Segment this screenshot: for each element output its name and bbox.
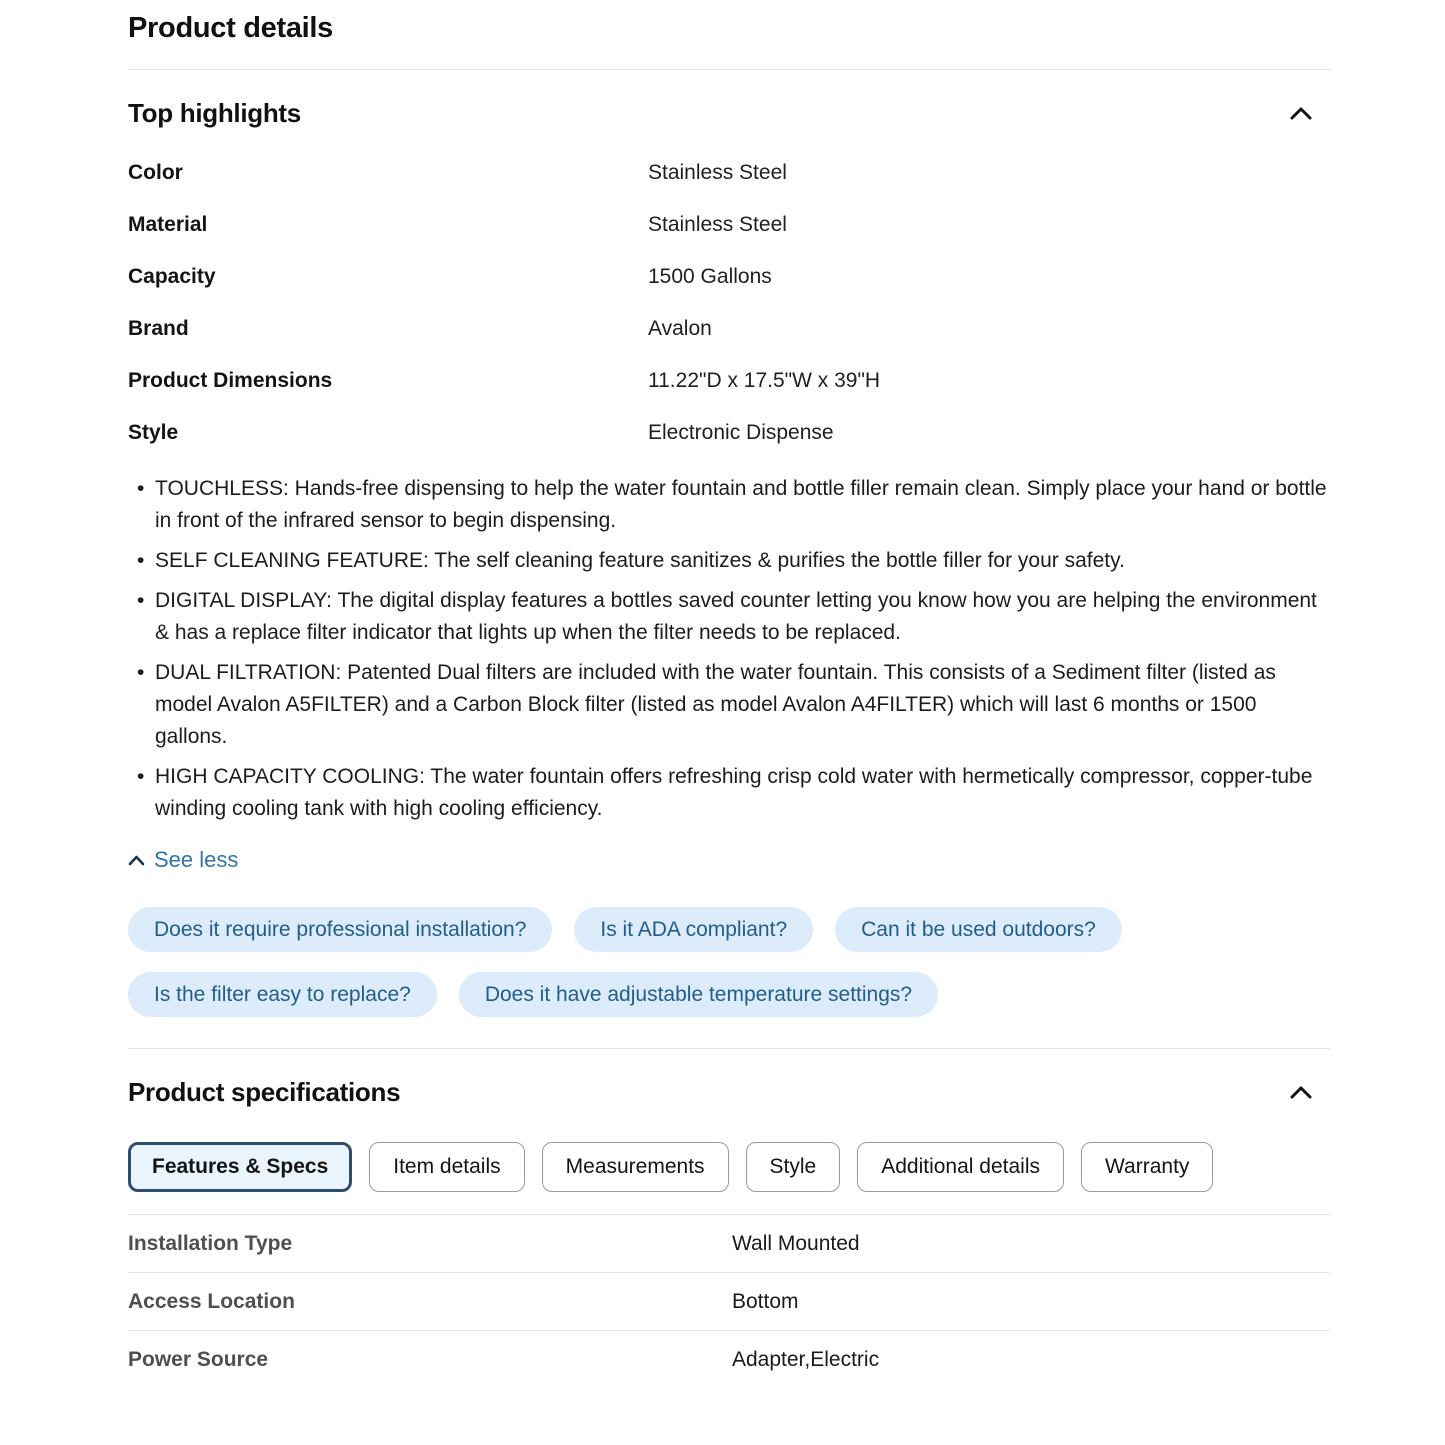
product-specifications-collapse-button[interactable]: [1286, 1082, 1316, 1103]
product-specifications-title: Product specifications: [128, 1077, 401, 1107]
spec-row: [128, 1330, 1330, 1388]
attribute-label: Brand: [128, 317, 189, 340]
tab-item-details[interactable]: Item details: [369, 1142, 524, 1192]
tab-style[interactable]: Style: [746, 1142, 841, 1192]
question-pill[interactable]: Does it require professional installation?: [128, 907, 552, 952]
feature-bullet: • HIGH CAPACITY COOLING: The water fountain offers refreshing crisp cold water with hermetically compressor, copper-tube winding cooling tank with high cooling efficiency.: [128, 761, 1330, 825]
page-title: Product details: [128, 12, 333, 44]
attribute-value: Avalon: [648, 317, 712, 340]
top-highlights-title: Top highlights: [128, 98, 301, 128]
spec-label: Installation Type: [128, 1231, 293, 1255]
question-pill[interactable]: Is it ADA compliant?: [574, 907, 813, 952]
product-specifications-header: [128, 1077, 1330, 1108]
attribute-value: 1500 Gallons: [648, 265, 772, 288]
feature-bullet: • SELF CLEANING FEATURE: The self cleaning feature sanitizes & purifies the bottle filler for your safety.: [128, 545, 1330, 577]
attribute-row: [128, 421, 1330, 444]
see-less-link[interactable]: [128, 847, 238, 873]
feature-bullet: • TOUCHLESS: Hands-free dispensing to help the water fountain and bottle filler remain clean. Simply place your hand or bottle in front of the infrared sensor to begin dispensing.: [128, 473, 1330, 537]
spec-tabs: [128, 1142, 1330, 1192]
spec-value: Wall Mounted: [732, 1231, 860, 1255]
attribute-value: Stainless Steel: [648, 161, 787, 184]
divider: [128, 69, 1330, 70]
see-less-label: See less: [154, 847, 239, 872]
chevron-up-icon: [128, 855, 145, 866]
attribute-label: Product Dimensions: [128, 369, 333, 392]
feature-bullet: • DIGITAL DISPLAY: The digital display features a bottles saved counter letting you know how you are helping the environment & has a replace filter indicator that lights up when the filter needs to be replaced.: [128, 585, 1330, 649]
attribute-label: Color: [128, 161, 183, 184]
product-specifications-section: [128, 1077, 1330, 1388]
divider: [128, 1048, 1330, 1049]
tab-measurements[interactable]: Measurements: [542, 1142, 729, 1192]
question-pill[interactable]: Is the filter easy to replace?: [128, 972, 437, 1017]
spec-value: Adapter,Electric: [732, 1347, 880, 1371]
spec-value: Bottom: [732, 1289, 799, 1313]
spec-row: [128, 1214, 1330, 1272]
question-pills: [128, 907, 1330, 1017]
spec-label: Access Location: [128, 1289, 295, 1313]
top-highlights-section: [128, 98, 1330, 1017]
attribute-row: [128, 213, 1330, 236]
attribute-value: Stainless Steel: [648, 213, 787, 236]
attribute-row: [128, 369, 1330, 392]
chevron-up-icon: [1290, 1086, 1312, 1099]
top-highlights-collapse-button[interactable]: [1286, 103, 1316, 124]
attribute-row: [128, 161, 1330, 184]
spec-label: Power Source: [128, 1347, 269, 1371]
tab-additional-details[interactable]: Additional details: [857, 1142, 1064, 1192]
attribute-label: Material: [128, 213, 208, 236]
feature-bullet-list: [128, 473, 1330, 825]
question-pill[interactable]: Does it have adjustable temperature settings?: [459, 972, 938, 1017]
attribute-row: [128, 265, 1330, 288]
attribute-table: [128, 161, 1330, 444]
attribute-value: 11.22"D x 17.5"W x 39"H: [648, 369, 881, 392]
attribute-value: Electronic Dispense: [648, 421, 834, 444]
spec-table: [128, 1214, 1330, 1388]
attribute-row: [128, 317, 1330, 340]
question-pill[interactable]: Can it be used outdoors?: [835, 907, 1122, 952]
attribute-label: Capacity: [128, 265, 216, 288]
tab-warranty[interactable]: Warranty: [1081, 1142, 1213, 1192]
spec-row: [128, 1272, 1330, 1330]
chevron-up-icon: [1290, 107, 1312, 120]
feature-bullet: • DUAL FILTRATION: Patented Dual filters are included with the water fountain. This consists of a Sediment filter (listed as model Avalon A5FILTER) and a Carbon Block filter (listed as model Avalon A4FILTER) which will last 6 months or 1500 gallons.: [128, 657, 1330, 753]
attribute-label: Style: [128, 421, 179, 444]
tab-features-and-specs[interactable]: Features & Specs: [128, 1142, 352, 1192]
top-highlights-header: [128, 98, 1330, 129]
